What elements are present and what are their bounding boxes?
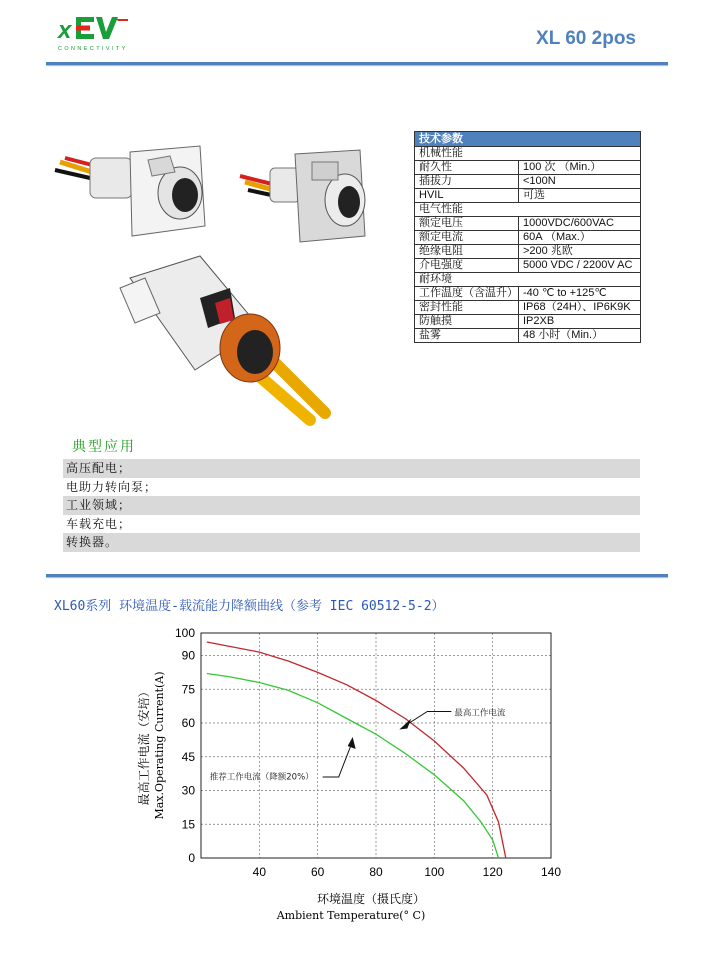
spec-key: 额定电压 [415, 217, 519, 231]
series-line-2 [207, 674, 499, 859]
spec-value: 1000VDC/600VAC [519, 217, 641, 231]
y-axis-label: 最高工作电流（安培） [137, 685, 151, 806]
list-item: 转换器。 [63, 533, 640, 552]
x-tick-label: 120 [482, 865, 503, 879]
y-tick-label: 100 [174, 626, 195, 640]
y-tick-label: 60 [181, 716, 195, 730]
connector-image-3 [120, 256, 325, 420]
section-divider [46, 574, 668, 577]
product-images [50, 138, 405, 428]
spec-value: 5000 VDC / 2200V AC [519, 259, 641, 273]
derating-chart [120, 622, 590, 922]
x-axis-label-en: Ambient Temperature(° C) [276, 909, 426, 922]
spec-value: <100N [519, 175, 641, 189]
header-divider [46, 62, 668, 65]
y-axis-label-en: Max.Operating Current(A) [153, 671, 166, 820]
x-tick-label: 60 [310, 865, 325, 879]
brand-logo [56, 14, 176, 54]
logo-subtext: CONNECTIVITY [58, 46, 128, 52]
spec-value: 100 次 （Min.） [519, 161, 641, 175]
list-item: 车载充电； [66, 516, 132, 531]
annotation-arrowhead-1 [399, 719, 411, 730]
spec-section-environment: 耐环境 [415, 273, 641, 287]
spec-value: -40 ℃ to +125℃ [519, 287, 641, 301]
y-tick-label: 30 [181, 783, 195, 798]
y-tick-label: 75 [181, 682, 195, 697]
spec-key: 绝缘电阻 [415, 245, 519, 259]
annotation-arrow-2 [323, 741, 353, 777]
y-tick-label: 45 [181, 749, 195, 764]
spec-key: 插拔力 [415, 175, 519, 189]
series-label-2: 推荐工作电流（降额20%） [209, 772, 314, 783]
x-tick-label: 100 [424, 865, 445, 879]
spec-section-mechanical: 机械性能 [415, 147, 641, 161]
y-tick-label: 15 [181, 817, 195, 832]
spec-value: IP2XB [519, 315, 641, 329]
spec-key: 密封性能 [415, 301, 519, 315]
series-line-1 [207, 642, 506, 858]
spec-key: 额定电流 [415, 231, 519, 245]
series-label-1: 最高工作电流 [454, 708, 506, 719]
spec-value: IP68（24H）、IP6K9K [519, 301, 641, 315]
logo-x: x [58, 17, 72, 44]
connector-image-1 [55, 146, 205, 236]
spec-value: 可选 [519, 189, 641, 203]
model-title: XL 60 2pos [536, 28, 636, 49]
list-item: 高压配电； [63, 459, 640, 478]
spec-key: HVIL [415, 189, 519, 203]
list-item: 电助力转向泵； [66, 479, 158, 494]
list-item: 工业领域； [63, 496, 640, 515]
x-tick-label: 80 [369, 865, 383, 879]
spec-value: >200 兆欧 [519, 245, 641, 259]
applications-title: 典型应用 [72, 439, 136, 455]
spec-value: 48 小时（Min.） [519, 329, 641, 343]
spec-value: 60A （Max.） [519, 231, 641, 245]
y-tick-label: 90 [181, 648, 195, 663]
y-tick-label: 0 [188, 851, 195, 865]
x-axis-label: 环境温度（摄氏度） [316, 892, 426, 906]
logo-graphic [56, 14, 176, 54]
spec-table [414, 131, 641, 343]
x-tick-label: 40 [252, 865, 267, 879]
spec-key: 耐久性 [415, 161, 519, 175]
spec-key: 盐雾 [415, 329, 519, 343]
connector-image-2 [240, 150, 365, 242]
spec-section-electrical: 电气性能 [415, 203, 641, 217]
annotation-arrowhead-2 [348, 737, 356, 749]
spec-key: 防触摸 [415, 315, 519, 329]
spec-key: 介电强度 [415, 259, 519, 273]
x-tick-label: 140 [540, 865, 562, 879]
spec-key: 工作温度（含温升） [415, 287, 519, 301]
applications-list [63, 459, 640, 552]
spec-table-title: 技术参数 [415, 132, 641, 147]
chart-title: XL60系列 环境温度-载流能力降额曲线（参考 IEC 60512-5-2） [54, 599, 445, 614]
